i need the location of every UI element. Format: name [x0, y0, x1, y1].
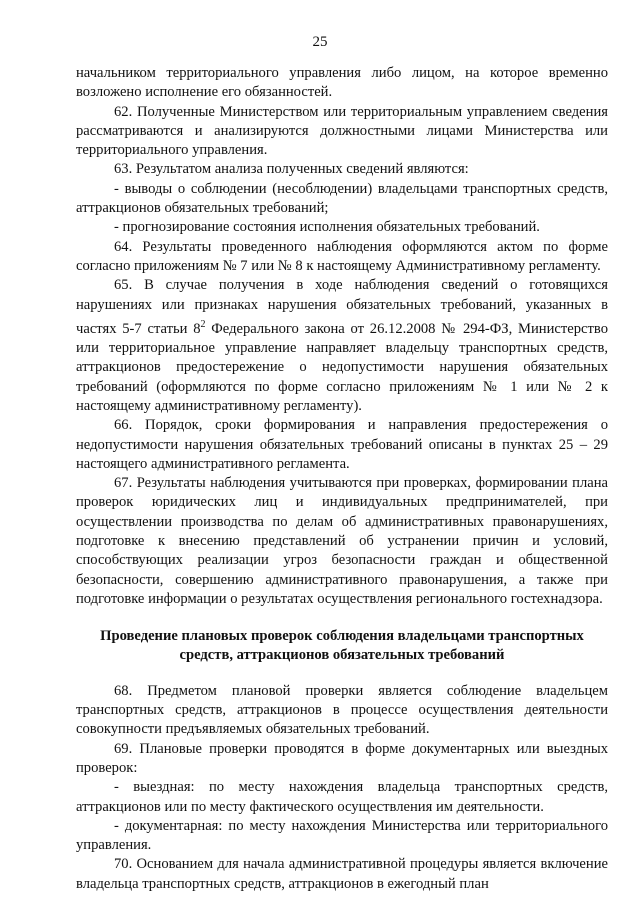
paragraph-70: 70. Основанием для начала административной процедуры является включение владельца транспортных средств, аттракционов в ежегодный план	[76, 856, 608, 892]
paragraph-65-part2: Федерального закона от 26.12.2008 № 294-ФЗ, Министерство или территориальное управление направляет владельцу транспортных средств, аттракционов предостережение о недопустимости нарушения обязательных требований (оформляются по форме согласно приложениям № 1 или № 2 к настоящему административному регламенту).	[76, 320, 608, 414]
paragraph-66: 66. Порядок, сроки формирования и направления предостережения о недопустимости нарушения обязательных требований описаны в пунктах 25 – 29 настоящего административного регламента.	[76, 417, 608, 472]
paragraph-continuation: начальником территориального управления либо лицом, на которое временно возложено исполнение его обязанностей.	[76, 65, 608, 101]
paragraph-68: 68. Предметом плановой проверки является соблюдение владельцем транспортных средств, аттракционов в процессе осуществления деятельности совокупности предъявляемых обязательных требований.	[76, 682, 608, 738]
article-superscript: 2	[200, 318, 206, 330]
document-body	[76, 64, 608, 894]
list-item-conclusions: - выводы о соблюдении (несоблюдении) владельцами транспортных средств, аттракционов обязательных требований;	[76, 180, 608, 217]
list-item-forecasting: - прогнозирование состояния исполнения обязательных требований.	[114, 219, 540, 236]
paragraph-67: 67. Результаты наблюдения учитываются при проверках, формировании плана проверок юридических лиц и индивидуальных предпринимателей, при осуществлении производства по делам об административных правонарушениях, подготовке к внесению представлений об устранении причин и условий, способствующих реализации угроз безопасности граждан и общественной безопасности, совершению административного правонарушения, а также при подготовке информации о результатах осуществления регионального гостехнадзора.	[76, 475, 608, 607]
list-item-onsite: - выездная: по месту нахождения владельца транспортных средств, аттракционов или по месту фактического осуществления им деятельности.	[76, 779, 608, 815]
paragraph-65-part1: 65. В случае получения в ходе наблюдения сведений о готовящихся нарушениях или признаках нарушения обязательных требований, указанных в частях 5-7 статьи 8	[76, 277, 608, 337]
list-item-documentary: - документарная: по месту нахождения Министерства или территориального управления.	[76, 817, 608, 854]
paragraph-64: 64. Результаты проведенного наблюдения оформляются актом по форме согласно приложениям № 7 или № 8 к настоящему Административному регламенту.	[76, 238, 608, 274]
paragraph-69: 69. Плановые проверки проводятся в форме документарных или выездных проверок:	[76, 740, 608, 776]
paragraph-65	[76, 276, 608, 416]
page-number: 25	[312, 34, 328, 50]
paragraph-62: 62. Полученные Министерством или территориальным управлением сведения рассматриваются и анализируются должностными лицами Министерства или территориального управления.	[76, 103, 608, 159]
section-heading: Проведение плановых проверок соблюдения владельцами транспортных средств, аттракционов обязательных требований	[100, 628, 584, 664]
paragraph-63: 63. Результатом анализа полученных сведений являются:	[114, 161, 469, 178]
